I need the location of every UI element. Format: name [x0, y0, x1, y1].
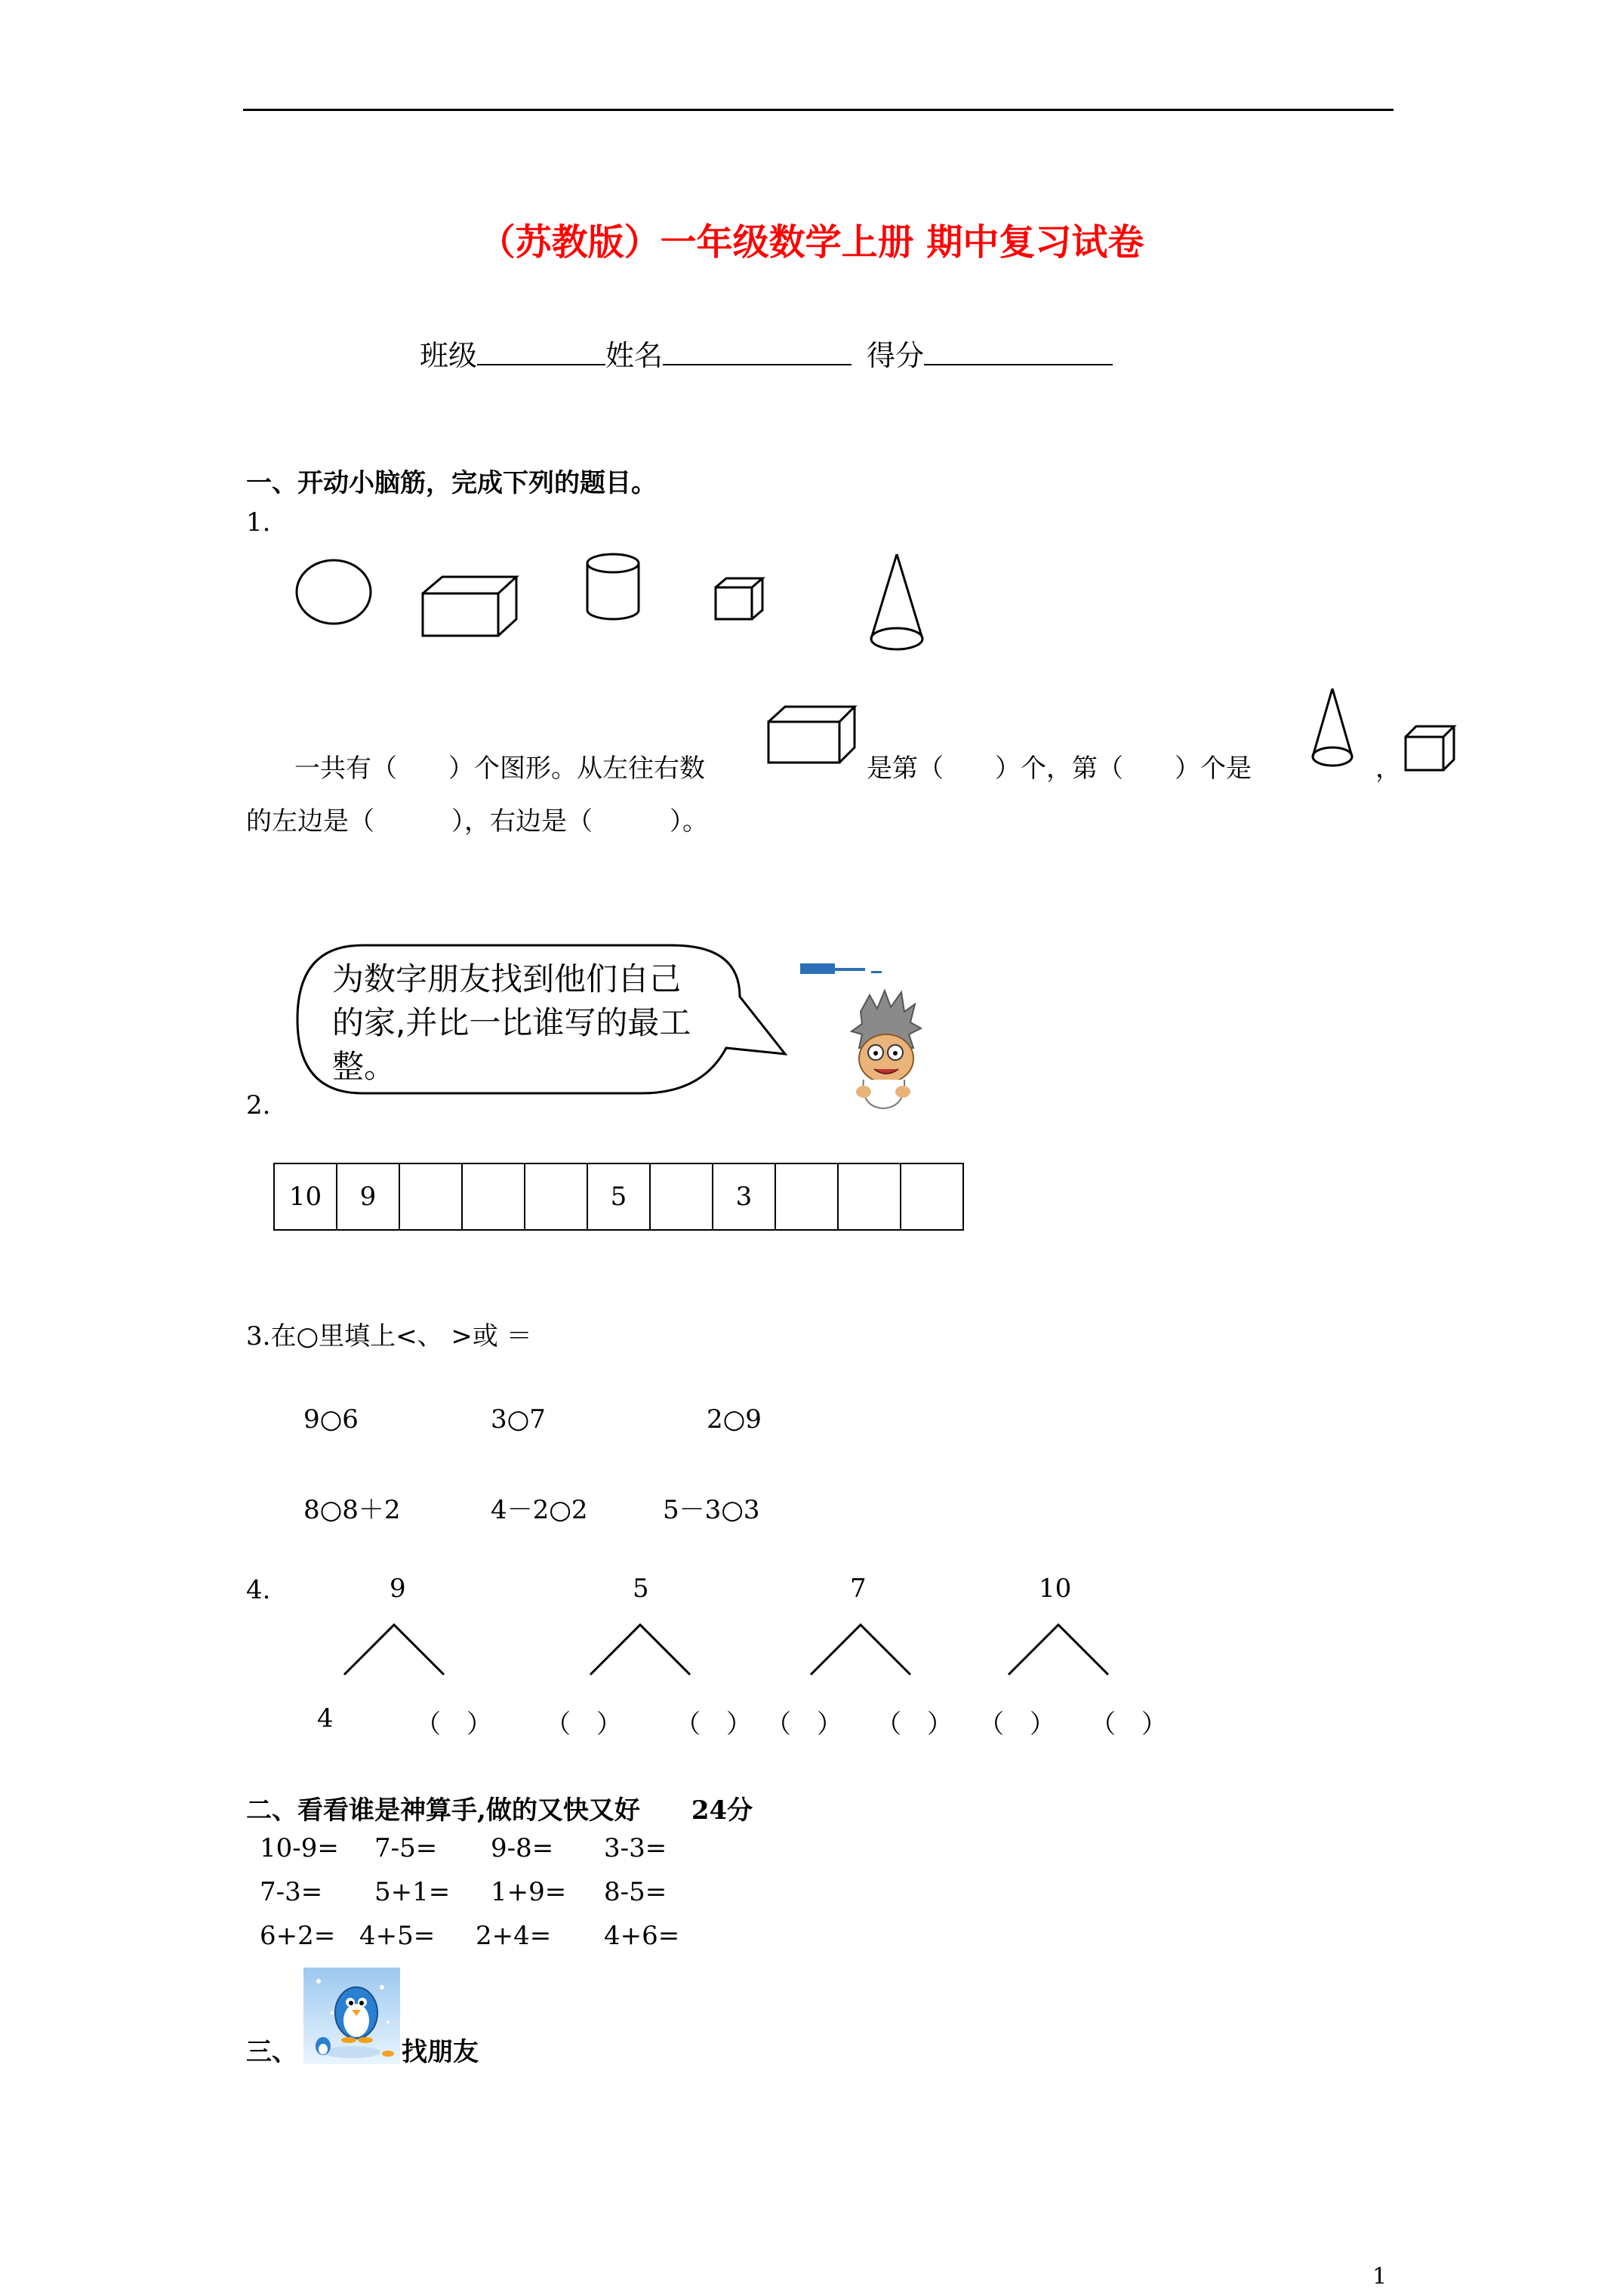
section-3-heading: 找朋友: [402, 2037, 479, 2067]
name-blank[interactable]: [663, 341, 852, 365]
bond-top: 7: [850, 1573, 867, 1604]
grid-cell: 3: [713, 1163, 775, 1230]
arith-item: 6+2=: [260, 1921, 336, 1951]
cartoon-professor-icon: [800, 959, 951, 1117]
q1-text-b: 是第（ ）个，第（ ）个是: [867, 754, 1252, 784]
q1-text-c: 的左边是（ ），右边是（ ）。: [246, 806, 708, 837]
grid-cell: 9: [337, 1163, 399, 1230]
q3-item: 8○8＋2: [303, 1495, 401, 1525]
class-blank[interactable]: [477, 341, 605, 365]
page-title: （苏教版）一年级数学上册 期中复习试卷: [479, 221, 1144, 264]
bond-bottom: 4: [317, 1703, 334, 1734]
q1-number: 1.: [246, 507, 271, 538]
arith-item: 2+4=: [476, 1921, 552, 1951]
q2-number: 2.: [246, 1090, 271, 1120]
class-label: 班级: [420, 339, 478, 372]
arith-item: 7-3=: [260, 1877, 323, 1907]
section-2-heading: 二、看看谁是神算手,做的又快又好 24分: [246, 1795, 753, 1826]
bond-bottom[interactable]: （ ）: [876, 1709, 953, 1740]
bond-bottom[interactable]: （ ）: [545, 1709, 622, 1740]
cone-icon: [867, 551, 927, 654]
q1-text-a: 一共有（ ）个图形。从左往右数: [294, 754, 705, 784]
grid-cell[interactable]: [838, 1163, 901, 1230]
bond-lines: [343, 1623, 445, 1676]
student-info-line: [420, 332, 1113, 374]
q3-item: 5－3○3: [663, 1495, 760, 1525]
bond-bottom[interactable]: （ ）: [1090, 1709, 1167, 1740]
arith-item: 1+9=: [491, 1877, 567, 1907]
cylinder-icon: [584, 551, 642, 624]
cuboid-icon: [420, 574, 519, 639]
number-grid: [273, 1163, 964, 1231]
inline-cone-icon: [1309, 686, 1356, 770]
q3-item: 2○9: [707, 1404, 762, 1435]
q4-number: 4.: [246, 1575, 271, 1605]
bond-bottom[interactable]: （ ）: [978, 1709, 1055, 1740]
score-blank[interactable]: [924, 341, 1113, 365]
arith-item: 8-5=: [604, 1877, 667, 1907]
grid-cell[interactable]: [525, 1163, 587, 1230]
cube-icon: [713, 575, 765, 622]
arith-item: 3-3=: [604, 1833, 667, 1863]
section-3-prefix: 三、: [246, 2037, 297, 2067]
arith-item: 7-5=: [374, 1833, 438, 1863]
bond-top: 5: [633, 1573, 649, 1604]
q1-comma: ，: [1375, 754, 1401, 784]
arith-item: 9-8=: [491, 1833, 554, 1863]
page-number: 1: [1372, 2264, 1387, 2290]
bond-lines: [1007, 1623, 1110, 1676]
bond-lines: [809, 1623, 912, 1676]
penguin-icon: [303, 1968, 400, 2064]
inline-cube-icon: [1403, 723, 1457, 773]
bond-bottom[interactable]: （ ）: [765, 1709, 842, 1740]
q3-item: 3○7: [491, 1404, 546, 1435]
score-label: 得分: [867, 339, 925, 372]
top-rule: [243, 109, 1394, 111]
arith-item: 5+1=: [374, 1877, 451, 1907]
bond-bottom[interactable]: （ ）: [675, 1709, 752, 1740]
section-1-heading: 一、开动小脑筋，完成下列的题目。: [246, 468, 657, 498]
grid-cell[interactable]: [650, 1163, 713, 1230]
grid-cell[interactable]: [775, 1163, 838, 1230]
arith-item: 4+5=: [359, 1921, 436, 1951]
bond-bottom[interactable]: （ ）: [415, 1709, 492, 1740]
q3-item: 4－2○2: [491, 1495, 588, 1525]
arith-item: 10-9=: [260, 1833, 339, 1863]
grid-cell[interactable]: [462, 1163, 525, 1230]
grid-cell: 5: [587, 1163, 650, 1230]
grid-cell: 10: [274, 1163, 337, 1230]
bond-top: 10: [1039, 1573, 1072, 1604]
bond-top: 9: [390, 1573, 406, 1604]
bond-lines: [589, 1623, 691, 1676]
inline-cuboid-icon: [765, 704, 858, 766]
speech-bubble-text: 为数字朋友找到他们自己的家,并比一比谁写的最工整。: [332, 960, 691, 1085]
q3-item: 9○6: [303, 1404, 359, 1435]
grid-cell[interactable]: [399, 1163, 462, 1230]
sphere-icon: [293, 557, 376, 627]
grid-cell[interactable]: [901, 1163, 963, 1230]
arith-item: 4+6=: [604, 1921, 680, 1951]
q3-heading: 3.在○里填上<、 >或 ＝: [246, 1321, 532, 1351]
name-label: 姓名: [605, 339, 664, 372]
